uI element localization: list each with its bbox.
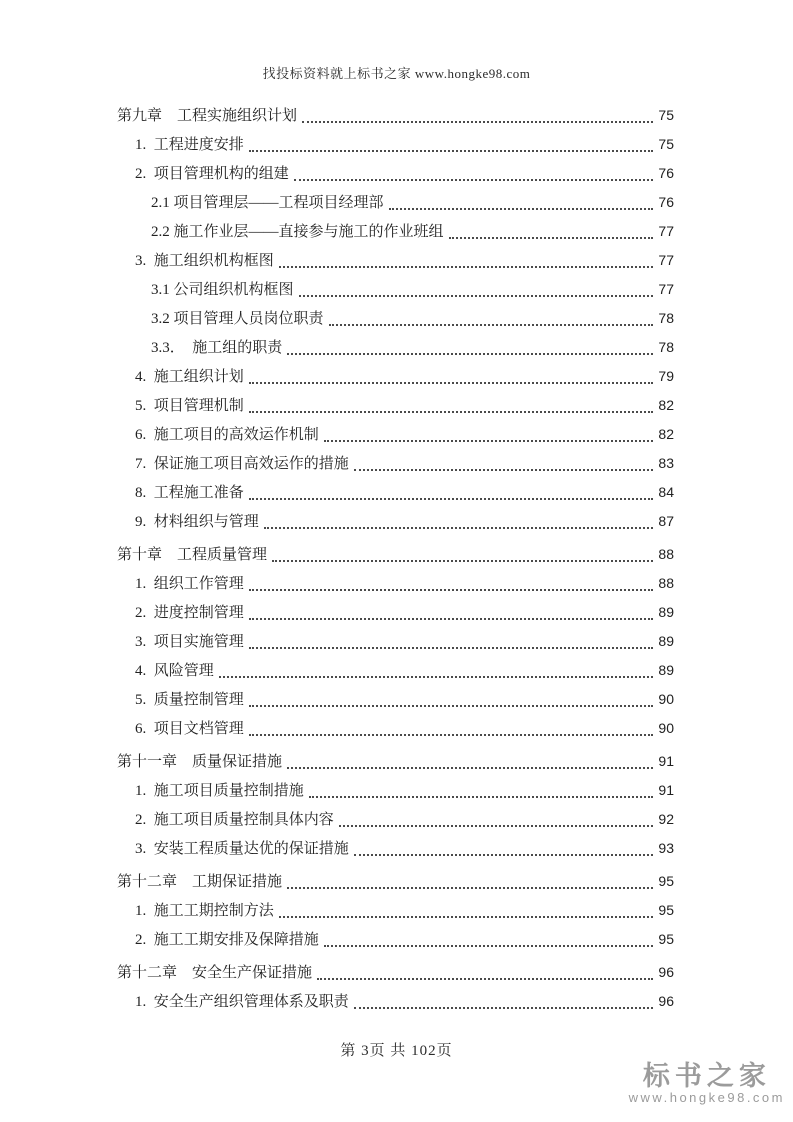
- toc-leader-dots: [287, 887, 653, 889]
- toc-entry[interactable]: [117, 653, 674, 682]
- toc-entry-label: 8. 工程施工准备: [135, 485, 244, 501]
- toc-entry[interactable]: [117, 185, 674, 214]
- toc-leader-dots: [249, 618, 653, 620]
- toc-leader-dots: [279, 916, 653, 918]
- toc-entry-label: 4. 施工组织计划: [135, 369, 244, 385]
- toc-entry-label: 第九章 工程实施组织计划: [117, 108, 298, 124]
- toc-leader-dots: [249, 734, 653, 736]
- toc-entry-page-number: 78: [658, 339, 674, 355]
- toc-entry-page-number: 89: [658, 662, 674, 678]
- toc-entry[interactable]: [117, 504, 674, 533]
- toc-entry-page-number: 82: [658, 397, 674, 413]
- toc-entry[interactable]: [117, 214, 674, 243]
- toc-entry-chapter[interactable]: [117, 955, 674, 984]
- toc-entry-page-number: 79: [658, 368, 674, 384]
- toc-entry[interactable]: [117, 595, 674, 624]
- toc-entry-label: 第十一章 质量保证措施: [117, 754, 283, 770]
- toc-list: [117, 98, 674, 1013]
- page-header-watermark-text: 找投标资料就上标书之家 www.hongke98.com: [262, 66, 531, 81]
- toc-entry-chapter[interactable]: [117, 744, 674, 773]
- toc-entry-page-number: 96: [658, 993, 674, 1009]
- toc-entry[interactable]: [117, 127, 674, 156]
- toc-entry[interactable]: [117, 156, 674, 185]
- toc-entry-page-number: 91: [658, 782, 674, 798]
- toc-entry-page-number: 96: [658, 964, 674, 980]
- toc-entry-label: 3.2 项目管理人员岗位职责: [151, 311, 324, 327]
- toc-entry[interactable]: [117, 566, 674, 595]
- toc-entry-page-number: 91: [658, 753, 674, 769]
- toc-leader-dots: [389, 208, 653, 210]
- toc-entry[interactable]: [117, 301, 674, 330]
- toc-entry-label: 2.2 施工作业层——直接参与施工的作业班组: [151, 224, 444, 240]
- toc-entry[interactable]: [117, 417, 674, 446]
- toc-entry-page-number: 95: [658, 902, 674, 918]
- toc-entry-page-number: 89: [658, 633, 674, 649]
- toc-entry-label: 3. 施工组织机构框图: [135, 253, 274, 269]
- toc-leader-dots: [219, 676, 653, 678]
- toc-entry[interactable]: [117, 711, 674, 740]
- toc-entry-label: 2. 项目管理机构的组建: [135, 166, 289, 182]
- toc-entry-page-number: 83: [658, 455, 674, 471]
- toc-leader-dots: [287, 767, 653, 769]
- toc-entry-label: 4. 风险管理: [135, 663, 214, 679]
- toc-entry-label: 9. 材料组织与管理: [135, 514, 259, 530]
- toc-leader-dots: [299, 295, 653, 297]
- toc-entry-page-number: 87: [658, 513, 674, 529]
- toc-entry-label: 3. 项目实施管理: [135, 634, 244, 650]
- toc-entry-label: 1. 施工项目质量控制措施: [135, 783, 304, 799]
- toc-leader-dots: [249, 498, 653, 500]
- toc-entry-label: 6. 项目文档管理: [135, 721, 244, 737]
- toc-entry-label: 3.3． 施工组的职责: [151, 340, 283, 356]
- toc-entry-page-number: 95: [658, 931, 674, 947]
- toc-entry-page-number: 88: [658, 575, 674, 591]
- toc-entry-label: 2. 进度控制管理: [135, 605, 244, 621]
- toc-entry[interactable]: [117, 624, 674, 653]
- toc-entry-page-number: 92: [658, 811, 674, 827]
- toc-entry-label: 1. 施工工期控制方法: [135, 903, 274, 919]
- toc-entry[interactable]: [117, 893, 674, 922]
- toc-entry-label: 2.1 项目管理层——工程项目经理部: [151, 195, 384, 211]
- toc-entry-label: 第十二章 安全生产保证措施: [117, 965, 313, 981]
- toc-entry-page-number: 76: [658, 165, 674, 181]
- toc-leader-dots: [294, 179, 653, 181]
- toc-entry-page-number: 95: [658, 873, 674, 889]
- toc-entry-page-number: 77: [658, 223, 674, 239]
- toc-entry-page-number: 76: [658, 194, 674, 210]
- toc-entry-label: 1. 组织工作管理: [135, 576, 244, 592]
- toc-entry-label: 2. 施工项目质量控制具体内容: [135, 812, 334, 828]
- toc-entry-page-number: 78: [658, 310, 674, 326]
- toc-entry[interactable]: [117, 388, 674, 417]
- toc-entry-page-number: 89: [658, 604, 674, 620]
- toc-entry-page-number: 77: [658, 252, 674, 268]
- page-footer: 第 3页 共 102页: [340, 1043, 453, 1059]
- toc-entry-label: 6. 施工项目的高效运作机制: [135, 427, 319, 443]
- toc-entry-label: 5. 质量控制管理: [135, 692, 244, 708]
- toc-leader-dots: [339, 825, 653, 827]
- toc-entry-label: 第十二章 工期保证措施: [117, 874, 283, 890]
- toc-entry-label: 7. 保证施工项目高效运作的措施: [135, 456, 349, 472]
- toc-entry-chapter[interactable]: [117, 864, 674, 893]
- toc-entry-label: 2. 施工工期安排及保障措施: [135, 932, 319, 948]
- toc-leader-dots: [249, 411, 653, 413]
- toc-entry-page-number: 93: [658, 840, 674, 856]
- toc-leader-dots: [449, 237, 653, 239]
- toc-entry-page-number: 75: [658, 107, 674, 123]
- toc-leader-dots: [249, 382, 653, 384]
- toc-entry[interactable]: [117, 802, 674, 831]
- toc-leader-dots: [302, 121, 653, 123]
- toc-entry-page-number: 90: [658, 691, 674, 707]
- toc-entry[interactable]: [117, 446, 674, 475]
- toc-entry-page-number: 88: [658, 546, 674, 562]
- toc-entry-page-number: 84: [658, 484, 674, 500]
- toc-entry[interactable]: [117, 272, 674, 301]
- watermark: [629, 1062, 785, 1106]
- toc-entry-label: 1. 工程进度安排: [135, 137, 244, 153]
- toc-entry-chapter[interactable]: [117, 98, 674, 127]
- toc-entry[interactable]: [117, 984, 674, 1013]
- watermark-logo: 标书之家: [642, 1061, 771, 1091]
- toc-leader-dots: [264, 527, 653, 529]
- toc-leader-dots: [287, 353, 653, 355]
- toc-leader-dots: [329, 324, 653, 326]
- toc-entry[interactable]: [117, 475, 674, 504]
- toc-leader-dots: [354, 469, 653, 471]
- toc-entry[interactable]: [117, 831, 674, 860]
- toc-leader-dots: [249, 589, 653, 591]
- toc-leader-dots: [324, 440, 653, 442]
- toc-leader-dots: [249, 150, 653, 152]
- toc-entry-page-number: 77: [658, 281, 674, 297]
- toc-entry[interactable]: [117, 773, 674, 802]
- toc-leader-dots: [272, 560, 653, 562]
- toc-entry-chapter[interactable]: [117, 537, 674, 566]
- toc-leader-dots: [354, 1007, 653, 1009]
- toc-leader-dots: [317, 978, 653, 980]
- toc-entry[interactable]: [117, 359, 674, 388]
- toc-entry-label: 5. 项目管理机制: [135, 398, 244, 414]
- toc-entry-page-number: 90: [658, 720, 674, 736]
- toc-leader-dots: [324, 945, 653, 947]
- toc-leader-dots: [249, 647, 653, 649]
- toc-leader-dots: [309, 796, 653, 798]
- toc-entry[interactable]: [117, 922, 674, 951]
- toc-entry-label: 第十章 工程质量管理: [117, 547, 268, 563]
- toc-leader-dots: [279, 266, 653, 268]
- toc-leader-dots: [354, 854, 653, 856]
- toc-entry-label: 3.1 公司组织机构框图: [151, 282, 294, 298]
- toc-entry-label: 3. 安装工程质量达优的保证措施: [135, 841, 349, 857]
- toc-entry-page-number: 75: [658, 136, 674, 152]
- toc-entry[interactable]: [117, 243, 674, 272]
- toc-entry[interactable]: [117, 330, 674, 359]
- watermark-url: www.hongke98.com: [628, 1090, 785, 1105]
- toc-leader-dots: [249, 705, 653, 707]
- toc-entry[interactable]: [117, 682, 674, 711]
- toc-entry-label: 1. 安全生产组织管理体系及职责: [135, 994, 349, 1010]
- toc-entry-page-number: 82: [658, 426, 674, 442]
